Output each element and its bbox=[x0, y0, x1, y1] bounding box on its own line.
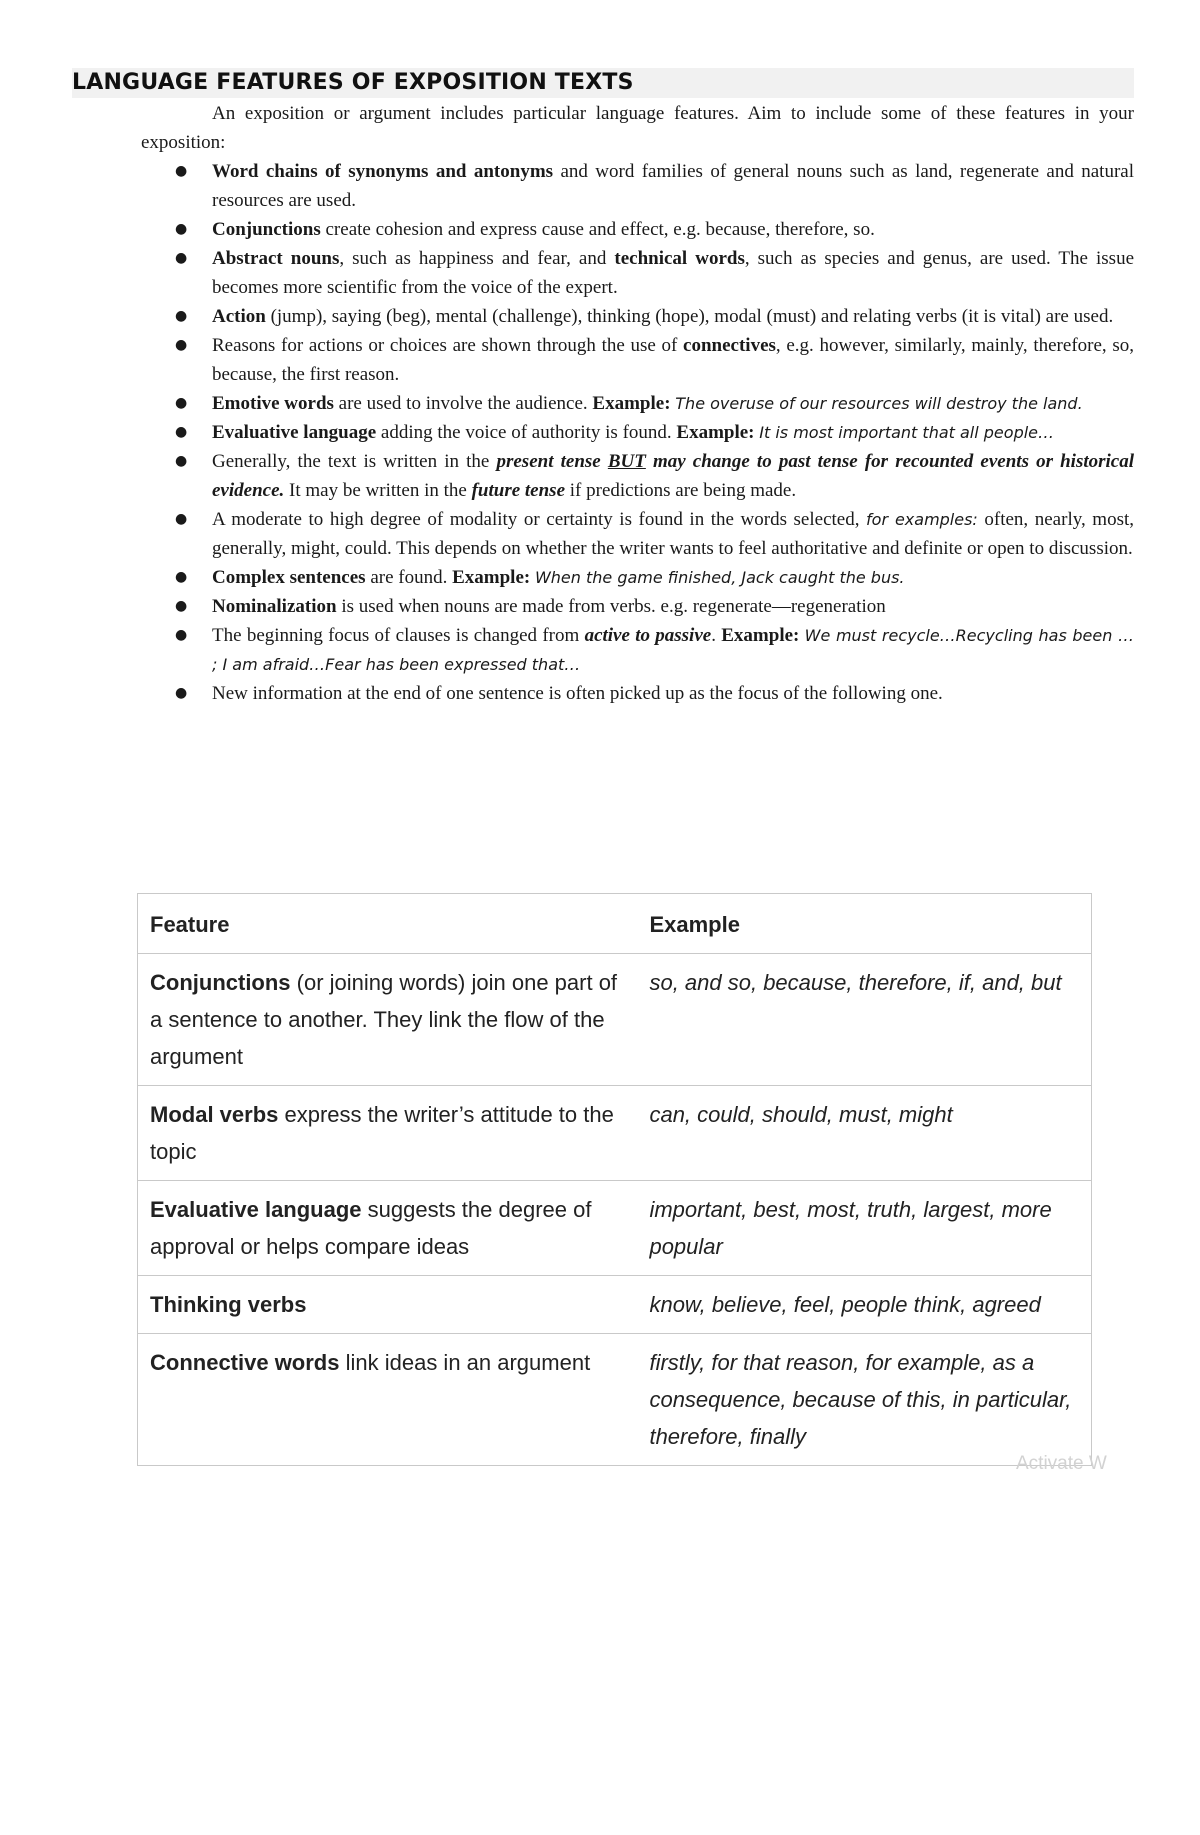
example-cell: important, best, most, truth, largest, more popular bbox=[637, 1181, 1091, 1276]
list-item: ● Reasons for actions or choices are shown through the use of connectives, e.g. however, similarly, mainly, therefore, so, because, the first reason. bbox=[141, 331, 1134, 389]
table-row bbox=[138, 1334, 1092, 1466]
bullet-icon: ● bbox=[175, 598, 188, 614]
feature-table-image bbox=[137, 893, 1092, 1461]
column-header-example: Example bbox=[637, 894, 1091, 954]
list-item: ● Complex sentences are found. Example: When the game finished, Jack caught the bus. bbox=[141, 563, 1134, 592]
bullet-icon: ● bbox=[175, 308, 188, 324]
list-item: ● Abstract nouns, such as happiness and fear, and technical words, such as species and genus, are used. The issue becomes more scientific from the voice of the expert. bbox=[141, 244, 1134, 302]
bullet-icon: ● bbox=[175, 395, 188, 411]
feature-table bbox=[137, 893, 1092, 1466]
list-item: ● Conjunctions create cohesion and express cause and effect, e.g. because, therefore, so. bbox=[141, 215, 1134, 244]
example-cell: know, believe, feel, people think, agreed bbox=[637, 1276, 1091, 1334]
bullet-icon: ● bbox=[175, 424, 188, 440]
table-row bbox=[138, 954, 1092, 1086]
intro-paragraph: An exposition or argument includes particular language features. Aim to include some of these features in your exposition: bbox=[141, 103, 1134, 153]
feature-cell: Thinking verbs bbox=[138, 1276, 638, 1334]
bullet-icon: ● bbox=[175, 337, 188, 353]
table-row bbox=[138, 1181, 1092, 1276]
table-row bbox=[138, 1276, 1092, 1334]
bullet-icon: ● bbox=[175, 511, 188, 527]
table-row bbox=[138, 1086, 1092, 1181]
example-cell: firstly, for that reason, for example, as a consequence, because of this, in particular, therefore, finally bbox=[637, 1334, 1091, 1466]
example-cell: can, could, should, must, might bbox=[637, 1086, 1091, 1181]
feature-cell: Modal verbs express the writer’s attitude to the topic bbox=[138, 1086, 638, 1181]
activate-watermark: Activate W bbox=[1016, 1453, 1107, 1474]
feature-cell: Conjunctions (or joining words) join one part of a sentence to another. They link the flow of the argument bbox=[138, 954, 638, 1086]
example-cell: so, and so, because, therefore, if, and, but bbox=[637, 954, 1091, 1086]
feature-cell: Connective words link ideas in an argument bbox=[138, 1334, 638, 1466]
list-item: ● Evaluative language adding the voice of authority is found. Example: It is most important that all people… bbox=[141, 418, 1134, 447]
bullet-icon: ● bbox=[175, 569, 188, 585]
list-item: ● Nominalization is used when nouns are made from verbs. e.g. regenerate—regeneration bbox=[141, 592, 1134, 621]
list-item: ● Action (jump), saying (beg), mental (challenge), thinking (hope), modal (must) and relating verbs (it is vital) are used. bbox=[141, 302, 1134, 331]
list-item: ● The beginning focus of clauses is changed from active to passive. Example: We must recycle…Recycling has been … ; I am afraid…Fear has been expressed that… bbox=[141, 621, 1134, 679]
bullet-icon: ● bbox=[175, 221, 188, 237]
table-header-row bbox=[138, 894, 1092, 954]
feature-list bbox=[141, 157, 1134, 708]
column-header-feature: Feature bbox=[138, 894, 638, 954]
bullet-icon: ● bbox=[175, 250, 188, 266]
bullet-icon: ● bbox=[175, 627, 188, 643]
list-item: ● Emotive words are used to involve the audience. Example: The overuse of our resources will destroy the land. bbox=[141, 389, 1134, 418]
bullet-icon: ● bbox=[175, 453, 188, 469]
list-item: ● Generally, the text is written in the present tense BUT may change to past tense for recounted events or historical evidence. It may be written in the future tense if predictions are being made. bbox=[141, 447, 1134, 505]
list-item: ● A moderate to high degree of modality or certainty is found in the words selected, for examples: often, nearly, most, generally, might, could. This depends on whether the writer wants to feel authoritative and definite or open to discussion. bbox=[141, 505, 1134, 563]
bullet-icon: ● bbox=[175, 685, 188, 701]
list-item: ● New information at the end of one sentence is often picked up as the focus of the following one. bbox=[141, 679, 1134, 708]
bullet-icon: ● bbox=[175, 163, 188, 179]
list-item: ● Word chains of synonyms and antonyms and word families of general nouns such as land, regenerate and natural resources are used. bbox=[141, 157, 1134, 215]
feature-cell: Evaluative language suggests the degree of approval or helps compare ideas bbox=[138, 1181, 638, 1276]
page-title: LANGUAGE FEATURES OF EXPOSITION TEXTS bbox=[72, 68, 1134, 98]
